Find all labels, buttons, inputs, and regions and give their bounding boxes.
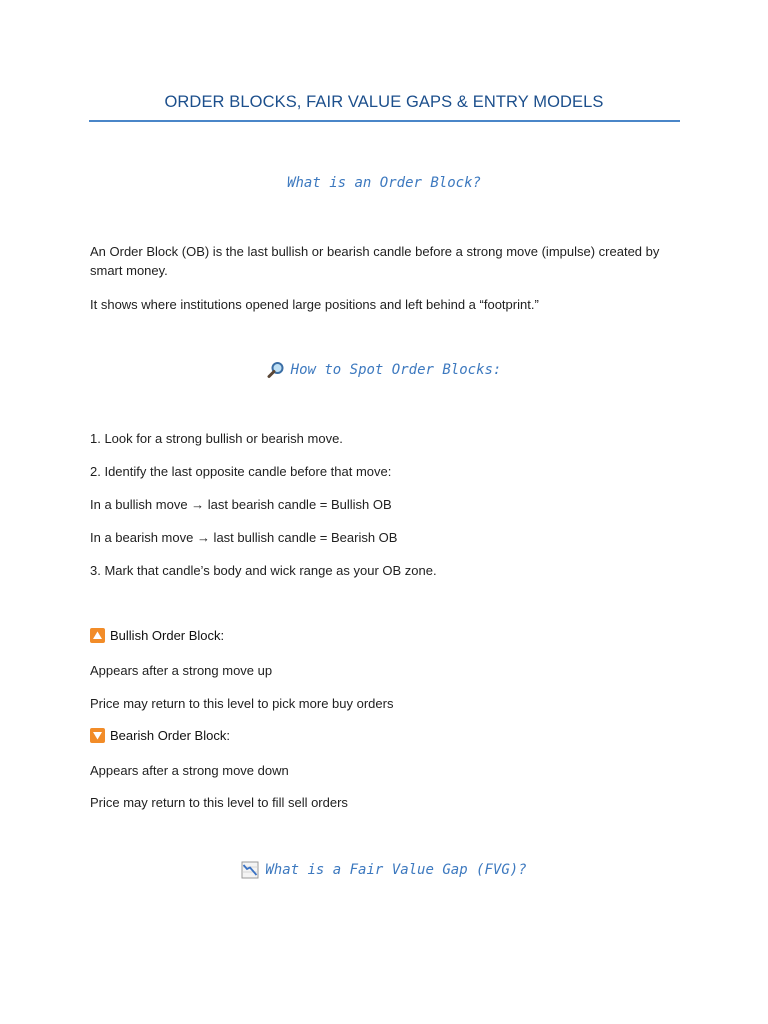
document-title: ORDER BLOCKS, FAIR VALUE GAPS & ENTRY MODELS	[164, 93, 604, 111]
spot-step: In a bullish move → last bearish candle = Bullish OB	[90, 497, 392, 512]
title-divider	[89, 120, 680, 122]
bullish-line: Appears after a strong move up	[90, 663, 273, 678]
heading-text: What is a Fair Value Gap (FVG)?	[265, 862, 527, 878]
order-block-definition: An Order Block (OB) is the last bullish or bearish candle before a strong move (impulse) created by smart money.	[90, 244, 660, 278]
order-block-footprint: It shows where institutions opened large positions and left behind a “footprint.”	[90, 297, 539, 312]
spot-step: 1. Look for a strong bullish or bearish move.	[90, 431, 343, 446]
down-triangle-icon	[90, 728, 105, 743]
bullish-order-block-label	[90, 628, 224, 643]
spot-step: In a bearish move → last bullish candle = Bearish OB	[90, 530, 398, 545]
label-text: Bullish Order Block:	[110, 628, 225, 643]
bearish-line: Appears after a strong move down	[90, 763, 289, 778]
spot-step: 3. Mark that candle’s body and wick range as your OB zone.	[90, 563, 437, 578]
heading-text: How to Spot Order Blocks:	[290, 362, 502, 378]
label-text: Bearish Order Block:	[110, 728, 230, 743]
magnifier-icon	[267, 361, 285, 379]
heading-what-is-order-block	[0, 175, 768, 191]
heading-text: What is an Order Block?	[287, 175, 481, 191]
bearish-order-block-label	[90, 728, 230, 743]
bullish-line: Price may return to this level to pick more buy orders	[90, 696, 394, 711]
bearish-line: Price may return to this level to fill sell orders	[90, 795, 348, 810]
heading-what-is-fvg	[0, 861, 768, 879]
spot-step: 2. Identify the last opposite candle before that move:	[90, 464, 392, 479]
up-triangle-icon	[90, 628, 105, 643]
chart-decreasing-icon	[241, 861, 259, 879]
heading-how-to-spot	[0, 361, 768, 379]
